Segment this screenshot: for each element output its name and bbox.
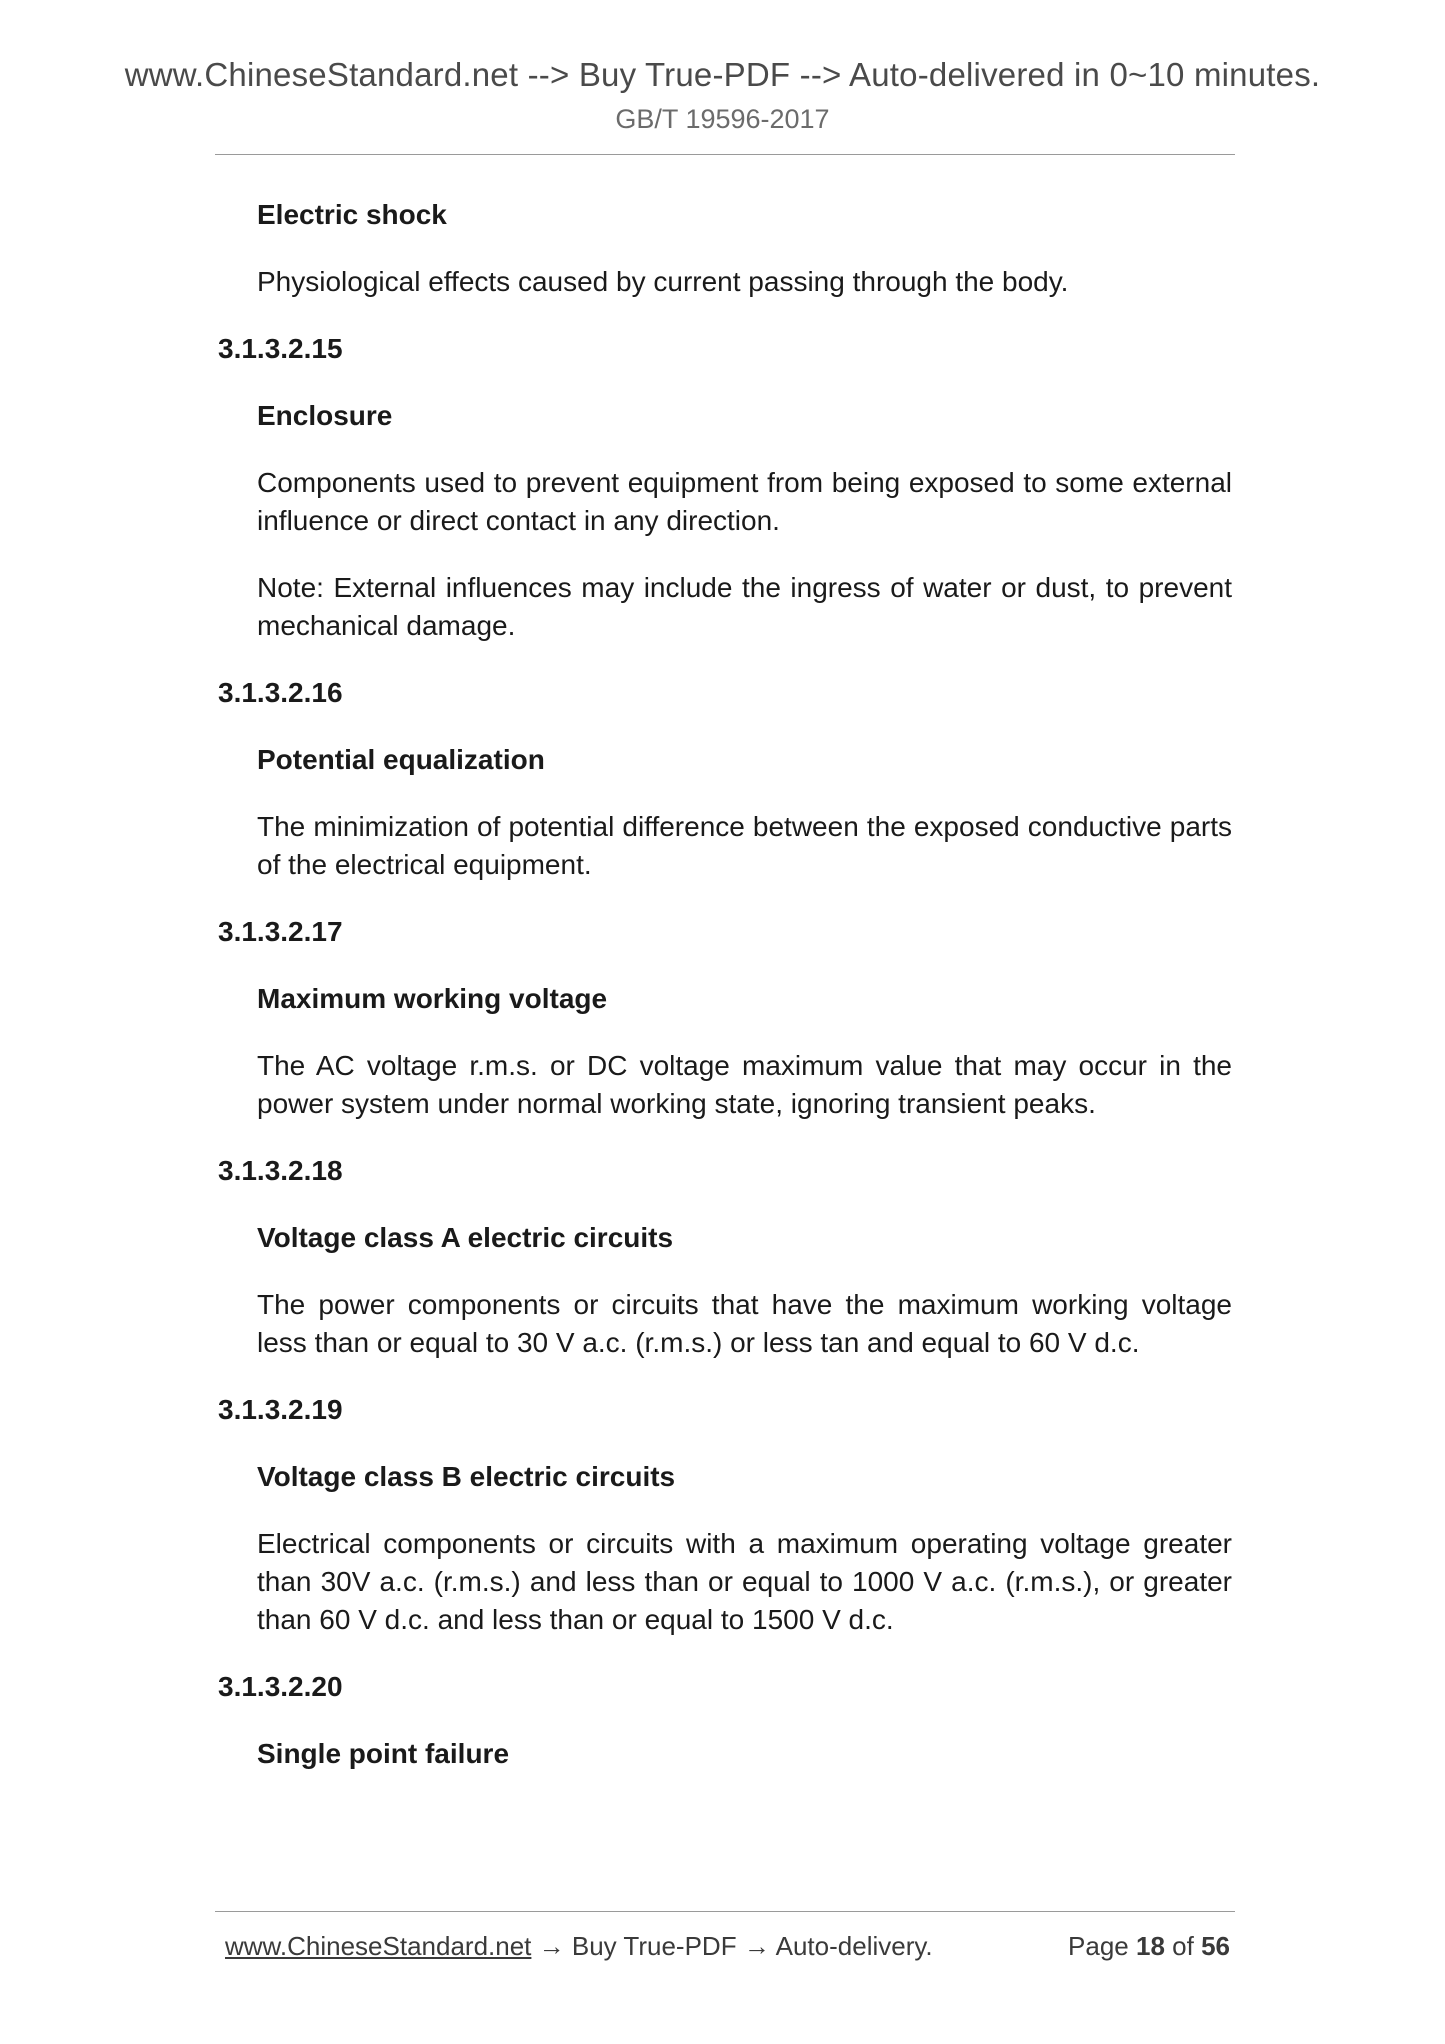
term-definition: Physiological effects caused by current passing through the body. [257, 266, 1069, 297]
term-definition: The power components or circuits that have the maximum working voltage less than or equal to 30 V a.c. (r.m.s.) or less tan and equal to 60 V d.c. [257, 1289, 1232, 1358]
term-title: Electric shock [257, 199, 447, 230]
clause-number: 3.1.3.2.19 [218, 1394, 343, 1425]
arrow-right-icon: → [743, 1931, 770, 1961]
term-title: Single point failure [257, 1738, 510, 1769]
page-of: of [1172, 1931, 1194, 1961]
arrow-right-icon: → [538, 1931, 565, 1961]
total-pages: 56 [1201, 1931, 1230, 1961]
clause-number: 3.1.3.2.15 [218, 333, 343, 364]
standard-code: GB/T 19596-2017 [615, 104, 830, 134]
clause-number: 3.1.3.2.20 [218, 1671, 343, 1702]
clause-number: 3.1.3.2.18 [218, 1155, 343, 1186]
page-footer [225, 1931, 1230, 1967]
term-definition: The minimization of potential difference between the exposed conductive parts of the electrical equipment. [257, 811, 1232, 880]
term-note: Note: External influences may include the ingress of water or dust, to prevent mechanical damage. [257, 572, 1232, 641]
page-number [1068, 1931, 1230, 1962]
header-banner: www.ChineseStandard.net --> Buy True-PDF --> Auto-delivered in 0~10 minutes. [124, 56, 1321, 93]
term-title: Enclosure [257, 400, 393, 431]
clause-number: 3.1.3.2.17 [218, 916, 343, 947]
footer-divider [215, 1911, 1235, 1912]
term-title: Maximum working voltage [257, 983, 608, 1014]
header-divider [215, 154, 1235, 155]
current-page: 18 [1136, 1931, 1165, 1961]
footer-promo [225, 1931, 933, 1962]
term-definition: Electrical components or circuits with a maximum operating voltage greater than 30V a.c. (r.m.s.) and less than or equal to 1000 V a.c. (r.m.s.), or greater than 60 V d.c. and less than or equal to 1500 V d.c. [257, 1528, 1232, 1635]
auto-delivery-text: Auto-delivery. [775, 1931, 933, 1961]
buy-pdf-text: Buy True-PDF [571, 1931, 737, 1961]
term-definition: Components used to prevent equipment from being exposed to some external influence or direct contact in any direction. [257, 467, 1232, 536]
term-title: Potential equalization [257, 744, 545, 775]
document-body [218, 196, 1232, 1773]
term-title: Voltage class A electric circuits [257, 1222, 674, 1253]
term-title: Voltage class B electric circuits [257, 1461, 676, 1492]
page-label: Page [1068, 1931, 1129, 1961]
term-definition: The AC voltage r.m.s. or DC voltage maximum value that may occur in the power system under normal working state, ignoring transient peaks. [257, 1050, 1232, 1119]
clause-number: 3.1.3.2.16 [218, 677, 343, 708]
site-link[interactable]: www.ChineseStandard.net [225, 1931, 532, 1961]
